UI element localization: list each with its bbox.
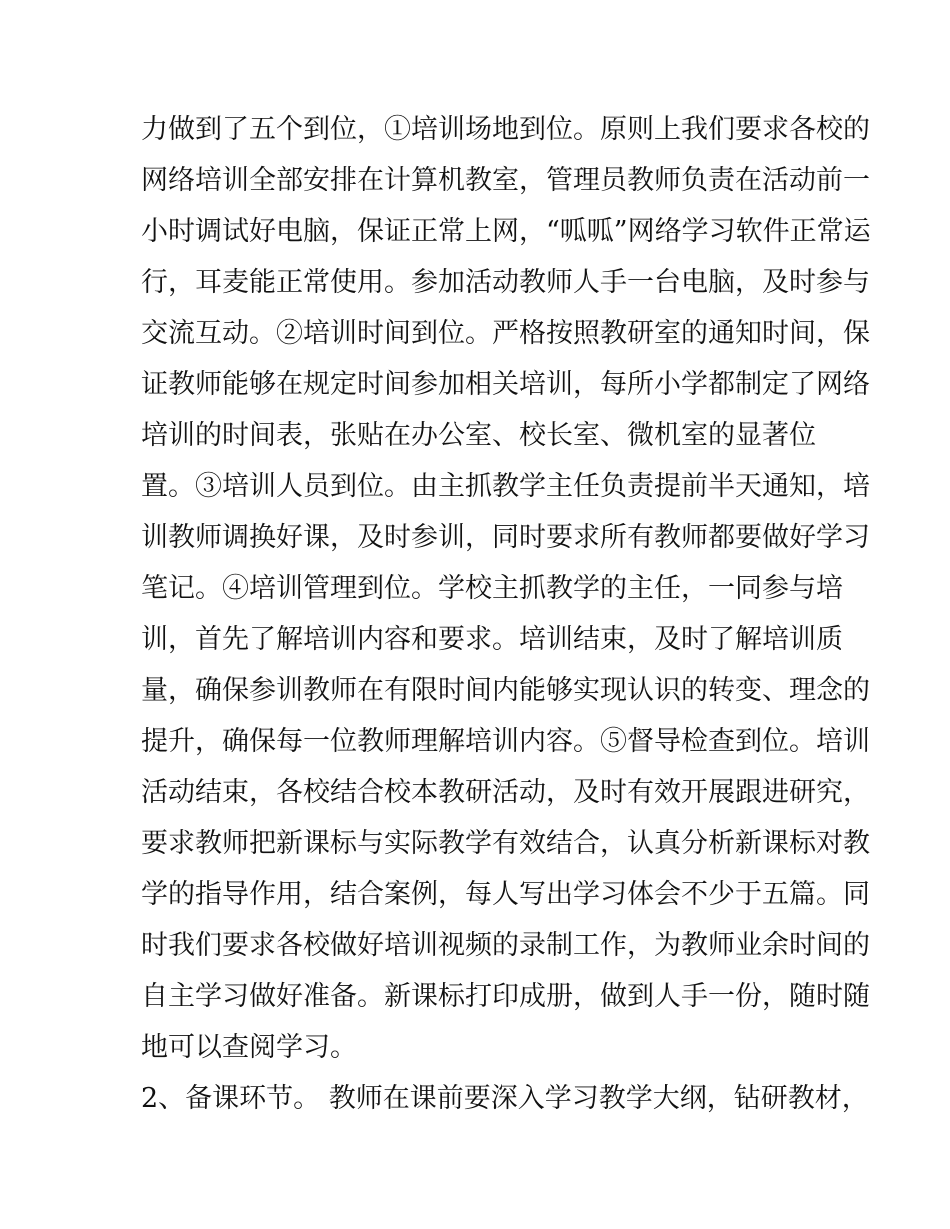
- text-line: 小时调试好电脑，保证正常上网，“呱呱”网络学习软件正常运: [141, 216, 871, 247]
- text-line: 训，首先了解培训内容和要求。培训结束，及时了解培训质: [141, 624, 843, 655]
- text-line: 笔记。④培训管理到位。学校主抓教学的主任，一同参与培: [141, 573, 843, 604]
- text-line: 培训的时间表，张贴在办公室、校长室、微机室的显著位: [141, 420, 816, 451]
- text-line: 力做到了五个到位，①培训场地到位。原则上我们要求各校的: [141, 114, 870, 145]
- text-line: 要求教师把新课标与实际教学有效结合，认真分析新课标对教: [141, 828, 870, 859]
- text-line: 时我们要求各校做好培训视频的录制工作，为教师业余时间的: [141, 930, 870, 961]
- body-text: [141, 104, 871, 1124]
- text-line: 自主学习做好准备。新课标打印成册，做到人手一份，随时随: [141, 981, 870, 1012]
- text-line: 2、备课环节。 教师在课前要深入学习教学大纲，钻研教材，: [141, 1083, 869, 1114]
- text-line: 地可以查阅学习。: [141, 1032, 357, 1063]
- text-line: 量，确保参训教师在有限时间内能够实现认识的转变、理念的: [141, 675, 870, 706]
- text-line: 网络培训全部安排在计算机教室，管理员教师负责在活动前一: [141, 165, 870, 196]
- text-line: 交流互动。②培训时间到位。严格按照教研室的通知时间，保: [141, 318, 870, 349]
- text-line: 训教师调换好课，及时参训，同时要求所有教师都要做好学习: [141, 522, 870, 553]
- text-line: 置。③培训人员到位。由主抓教学主任负责提前半天通知，培: [141, 471, 870, 502]
- text-line: 活动结束，各校结合校本教研活动，及时有效开展跟进研究，: [141, 777, 870, 808]
- text-line: 学的指导作用，结合案例，每人写出学习体会不少于五篇。同: [141, 879, 870, 910]
- text-line: 证教师能够在规定时间参加相关培训，每所小学都制定了网络: [141, 369, 870, 400]
- text-line: 提升，确保每一位教师理解培训内容。⑤督导检查到位。培训: [141, 726, 870, 757]
- text-line: 行，耳麦能正常使用。参加活动教师人手一台电脑，及时参与: [141, 267, 870, 298]
